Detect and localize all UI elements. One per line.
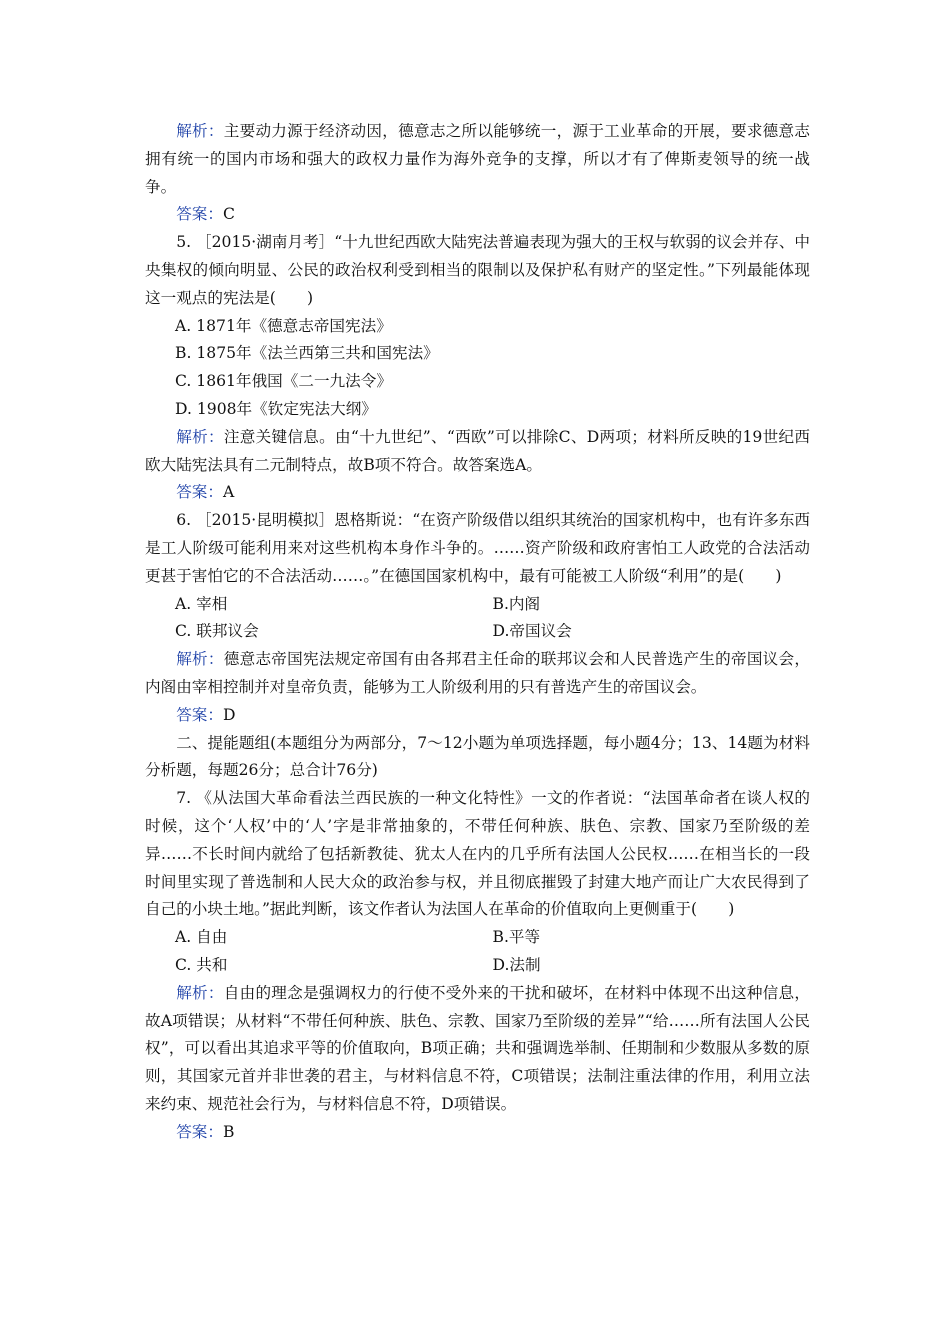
analysis-label: 解析：: [176, 427, 224, 446]
q7-analysis: [145, 980, 810, 1119]
q5-answer: [145, 479, 810, 507]
q6-option-c: C. 联邦议会: [175, 622, 259, 641]
q6-option-d: D.帝国议会: [492, 622, 572, 641]
q7-option-c: C. 共和: [175, 955, 228, 974]
q5-option-d: D. 1908年《钦定宪法大纲》: [175, 399, 377, 418]
analysis-label: 解析：: [176, 983, 224, 1002]
q6-option-a: A. 宰相: [175, 594, 228, 613]
q4-answer: [145, 201, 810, 229]
q5-option-b: B. 1875年《法兰西第三共和国宪法》: [175, 344, 439, 363]
q7-options-row-1: [145, 924, 810, 952]
q6-stem: 6. ［2015·昆明模拟］恩格斯说：“在资产阶级借以组织其统治的国家机构中，也有许多东西是工人阶级可能利用来对这些机构本身作斗争的。……资产阶级和政府害怕工人政党的合法活动更甚于害怕它的不合法活动……。”在德国国家机构中，最有可能被工人阶级“利用”的是( ): [145, 511, 811, 585]
q5-option-a: A. 1871年《德意志帝国宪法》: [175, 316, 392, 335]
q7-analysis-text: 自由的理念是强调权力的行使不受外来的干扰和破坏，在材料中体现不出这种信息，故A项错误；从材料“不带任何种族、肤色、宗教、国家乃至阶级的差异”“给……所有法国人公民权”，可以看出其追求平等的价值取向，B项正确；共和强调选举制、任期制和少数服从多数的原则，其国家元首并非世袭的君主，与材料信息不符，C项错误；法制注重法律的作用，利用立法来约束、规范社会行为，与材料信息不符，D项错误。: [145, 983, 810, 1113]
q7-option-b: B.平等: [492, 928, 541, 947]
q6-answer: [145, 702, 810, 730]
answer-label: 答案：: [176, 483, 223, 502]
q5-stem: 5. ［2015·湖南月考］“十九世纪西欧大陆宪法普遍表现为强大的王权与软弱的议会并存、中央集权的倾向明显、公民的政治权利受到相当的限制以及保护私有财产的坚定性。”下列最能体现这一观点的宪法是( ): [145, 233, 811, 307]
q7-options-row-2: [145, 952, 810, 980]
analysis-label: 解析：: [176, 650, 224, 669]
analysis-label: 解析：: [176, 122, 224, 140]
q4-analysis-text: 主要动力源于经济动因，德意志之所以能够统一，源于工业革命的开展，要求德意志拥有统一的国内市场和强大的政权力量作为海外竞争的支撑，所以才有了俾斯麦领导的统一战争。: [145, 122, 810, 196]
q7-stem: 7. 《从法国大革命看法兰西民族的一种文化特性》一文的作者说：“法国革命者在谈人权的时候，这个‘人权’中的‘人’字是非常抽象的，不带任何种族、肤色、宗教、国家乃至阶级的差异……不长时间内就给了包括新教徒、犹太人在内的几乎所有法国人公民权……在相当长的一段时间里实现了普选制和人民大众的政治参与权，并且彻底摧毁了封建大地产而让广大农民得到了自己的小块土地。”据此判断，该文作者认为法国人在革命的价值取向上更侧重于( ): [145, 789, 810, 919]
answer-label: 答案：: [176, 705, 223, 724]
answer-label: 答案：: [176, 1122, 223, 1141]
q7-answer: [145, 1119, 810, 1147]
q6-options-row-2: [145, 618, 810, 646]
q7-answer-value: B: [222, 1122, 235, 1141]
q5-option-c: C. 1861年俄国《二一九法令》: [175, 372, 392, 391]
q4-answer-value: C: [222, 205, 235, 224]
q6-analysis-text: 德意志帝国宪法规定帝国有由各邦君主任命的联邦议会和人民普选产生的帝国议会，内阁由宰相控制并对皇帝负责，能够为工人阶级利用的只有普选产生的帝国议会。: [145, 650, 810, 696]
q6-options-row-1: [145, 591, 810, 619]
q5-analysis: [145, 424, 810, 480]
q6-answer-value: D: [222, 705, 236, 724]
q6-option-b: B.内阁: [492, 594, 541, 613]
section-2-title: 二、提能题组(本题组分为两部分，7～12小题为单项选择题，每小题4分；13、14题为材料分析题，每题26分；总合计76分): [145, 733, 810, 780]
answer-label: 答案：: [176, 205, 223, 224]
q6-analysis: [145, 646, 810, 702]
q5-analysis-text: 注意关键信息。由“十九世纪”、“西欧”可以排除C、D两项；材料所反映的19世纪西欧大陆宪法具有二元制特点，故B项不符合。故答案选A。: [145, 427, 810, 474]
q4-analysis: [145, 118, 810, 201]
q5-answer-value: A: [222, 483, 235, 502]
q7-option-d: D.法制: [492, 955, 541, 974]
q7-option-a: A. 自由: [175, 928, 228, 947]
